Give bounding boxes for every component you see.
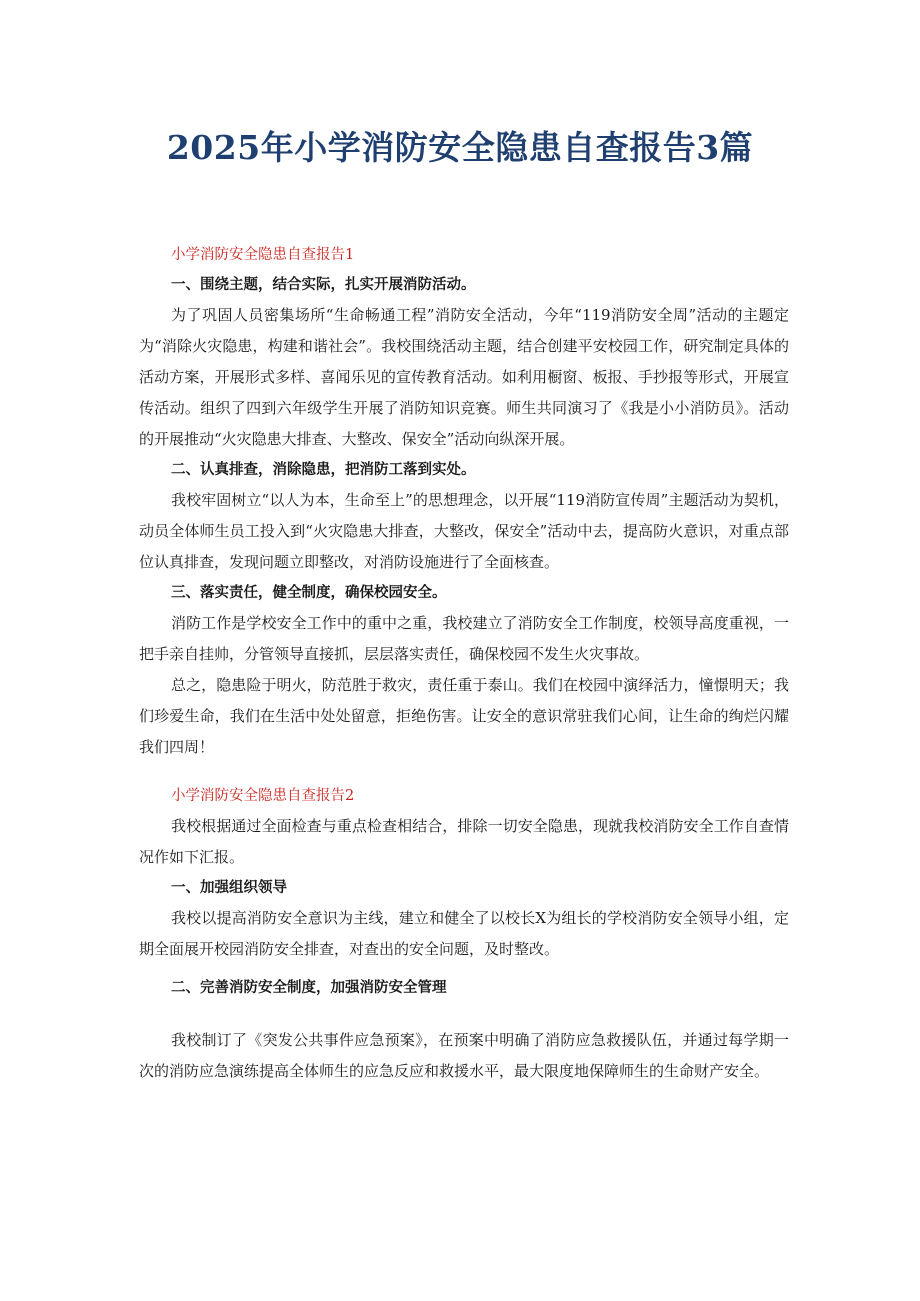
spacer <box>139 965 789 973</box>
report-1-section-3-heading: 三、落实责任，健全制度，确保校园安全。 <box>171 584 447 601</box>
spacer <box>139 1003 789 1025</box>
report-1-section-2-paragraph: 我校牢固树立“以人为本，生命至上”的思想理念，以开展“119消防宣传周”主题活动为契机，动员全体师生员工投入到“火灾隐患大排查，大整改，保安全”活动中去，提高防火意识，对重点部位认真排查，发现问题立即整改，对消防设施进行了全面核查。 <box>139 491 789 571</box>
report-1-section-1-heading: 一、围绕主题，结合实际，扎实开展消防活动。 <box>171 276 476 293</box>
document-title: 2025年小学消防安全隐患自查报告3篇 <box>166 128 754 167</box>
report-2-section-1-paragraph: 我校以提高消防安全意识为主线，建立和健全了以校长X为组长的学校消防安全领导小组，定期全面展开校园消防安全排查，对查出的安全问题，及时整改。 <box>139 909 789 958</box>
spacer <box>139 763 789 781</box>
report-1-section-2-heading: 二、认真排查，消除隐患，把消防工落到实处。 <box>171 461 476 478</box>
document-body <box>139 240 789 1087</box>
report-2-section-2-heading: 二、完善消防安全制度，加强消防安全管理 <box>171 979 447 996</box>
report-1-heading: 小学消防安全隐患自查报告1 <box>171 247 355 263</box>
report-1-section-1-paragraph: 为了巩固人员密集场所“生命畅通工程”消防安全活动，今年“119消防安全周”活动的主题定为“消除火灾隐患，构建和谐社会”。我校围绕活动主题，结合创建平安校园工作，研究制定具体的活动方案，开展形式多样、喜闻乐见的宣传教育活动。如利用橱窗、板报、手抄报等形式，开展宣传活动。组织了四到六年级学生开展了消防知识竞赛。师生共同演习了《我是小小消防员》。活动的开展推动“火灾隐患大排查、大整改、保安全”活动向纵深开展。 <box>139 306 789 448</box>
report-2-section-1-heading: 一、加强组织领导 <box>171 879 287 896</box>
report-1-section-3-paragraph-1: 消防工作是学校安全工作中的重中之重，我校建立了消防安全工作制度，校领导高度重视，一把手亲自挂帅，分管领导直接抓，层层落实责任，确保校园不发生火灾事故。 <box>139 614 789 663</box>
report-2-heading: 小学消防安全隐患自查报告2 <box>171 788 355 804</box>
report-1-conclusion-paragraph: 总之，隐患险于明火，防范胜于救灾，责任重于泰山。我们在校园中演绎活力，憧憬明天；我们珍爱生命，我们在生活中处处留意，拒绝伤害。让安全的意识常驻我们心间，让生命的绚烂闪耀我们四周！ <box>139 676 789 756</box>
report-2-section-2-paragraph: 我校制订了《突发公共事件应急预案》，在预案中明确了消防应急救援队伍，并通过每学期一次的消防应急演练提高全体师生的应急反应和救援水平，最大限度地保障师生的生命财产安全。 <box>139 1031 789 1080</box>
report-2-intro-paragraph: 我校根据通过全面检查与重点检查相结合，排除一切安全隐患，现就我校消防安全工作自查情况作如下汇报。 <box>139 817 789 866</box>
